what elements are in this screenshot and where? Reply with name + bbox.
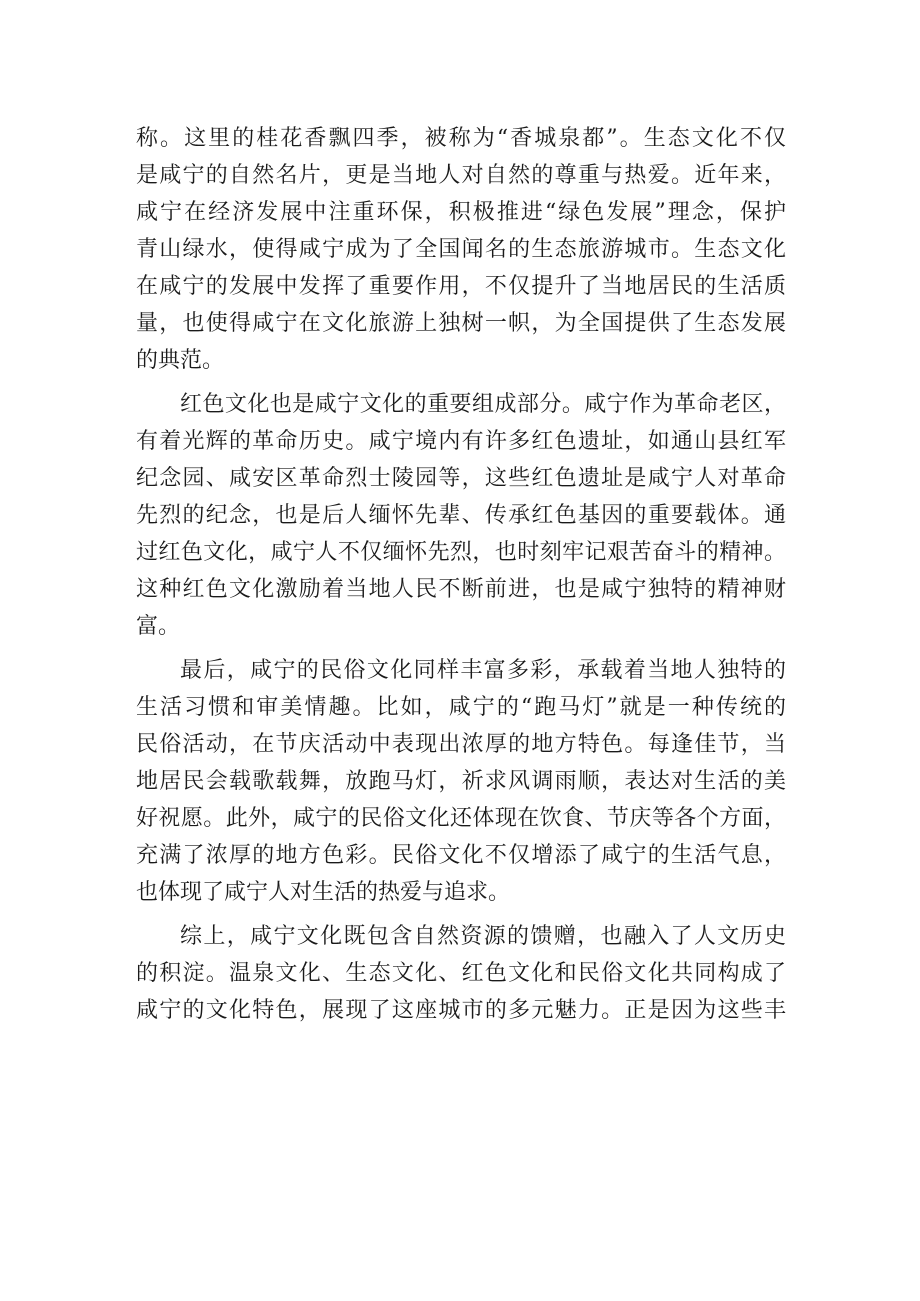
text-line: 富。 (136, 614, 181, 639)
paragraph-spacer (136, 911, 786, 918)
paragraph-ecology (136, 120, 786, 379)
text-line: 地居民会载歌载舞，放跑马灯，祈求风调雨顺，表达对生活的美 (136, 769, 786, 794)
text-line: 充满了浓厚的地方色彩。民俗文化不仅增添了咸宁的生活气息， (136, 843, 786, 868)
text-line: 红色文化也是咸宁文化的重要组成部分。咸宁作为革命老区， (180, 392, 786, 417)
text-line: 这种红色文化激励着当地人民不断前进，也是咸宁独特的精神财 (136, 577, 786, 602)
text-line: 咸宁的文化特色，展现了这座城市的多元魅力。正是因为这些丰 (136, 998, 786, 1023)
paragraph-spacer (136, 645, 786, 652)
text-line: 咸宁在经济发展中注重环保，积极推进“绿色发展”理念，保护 (136, 200, 786, 225)
text-line: 也体现了咸宁人对生活的热爱与追求。 (136, 880, 511, 905)
text-line: 先烈的纪念，也是后人缅怀先辈、传承红色基因的重要载体。通 (136, 503, 786, 528)
body-text (136, 120, 786, 1029)
text-line: 纪念园、咸安区革命烈士陵园等，这些红色遗址是咸宁人对革命 (136, 466, 786, 491)
paragraph-spacer (136, 379, 786, 386)
paragraph-folk-culture (136, 652, 786, 911)
text-line: 量，也使得咸宁在文化旅游上独树一帜，为全国提供了生态发展 (136, 311, 786, 336)
text-line: 民俗活动，在节庆活动中表现出浓厚的地方特色。每逢佳节，当 (136, 732, 786, 757)
text-line: 有着光辉的革命历史。咸宁境内有许多红色遗址，如通山县红军 (136, 429, 786, 454)
text-line: 综上，咸宁文化既包含自然资源的馈赠，也融入了人文历史 (180, 924, 786, 949)
text-line: 的积淀。温泉文化、生态文化、红色文化和民俗文化共同构成了 (136, 961, 786, 986)
text-line: 称。这里的桂花香飘四季，被称为“香城泉都”。生态文化不仅 (136, 126, 786, 151)
text-line: 生活习惯和审美情趣。比如，咸宁的“跑马灯”就是一种传统的 (136, 695, 786, 720)
text-line: 在咸宁的发展中发挥了重要作用，不仅提升了当地居民的生活质 (136, 274, 786, 299)
text-line: 是咸宁的自然名片，更是当地人对自然的尊重与热爱。近年来， (136, 163, 786, 188)
text-line: 青山绿水，使得咸宁成为了全国闻名的生态旅游城市。生态文化 (136, 237, 786, 262)
text-line: 最后，咸宁的民俗文化同样丰富多彩，承载着当地人独特的 (180, 658, 786, 683)
paragraph-red-culture (136, 386, 786, 645)
text-line: 的典范。 (136, 348, 225, 373)
text-line: 好祝愿。此外，咸宁的民俗文化还体现在饮食、节庆等各个方面， (136, 806, 786, 831)
paragraph-summary (136, 918, 786, 1029)
text-line: 过红色文化，咸宁人不仅缅怀先烈，也时刻牢记艰苦奋斗的精神。 (136, 540, 786, 565)
